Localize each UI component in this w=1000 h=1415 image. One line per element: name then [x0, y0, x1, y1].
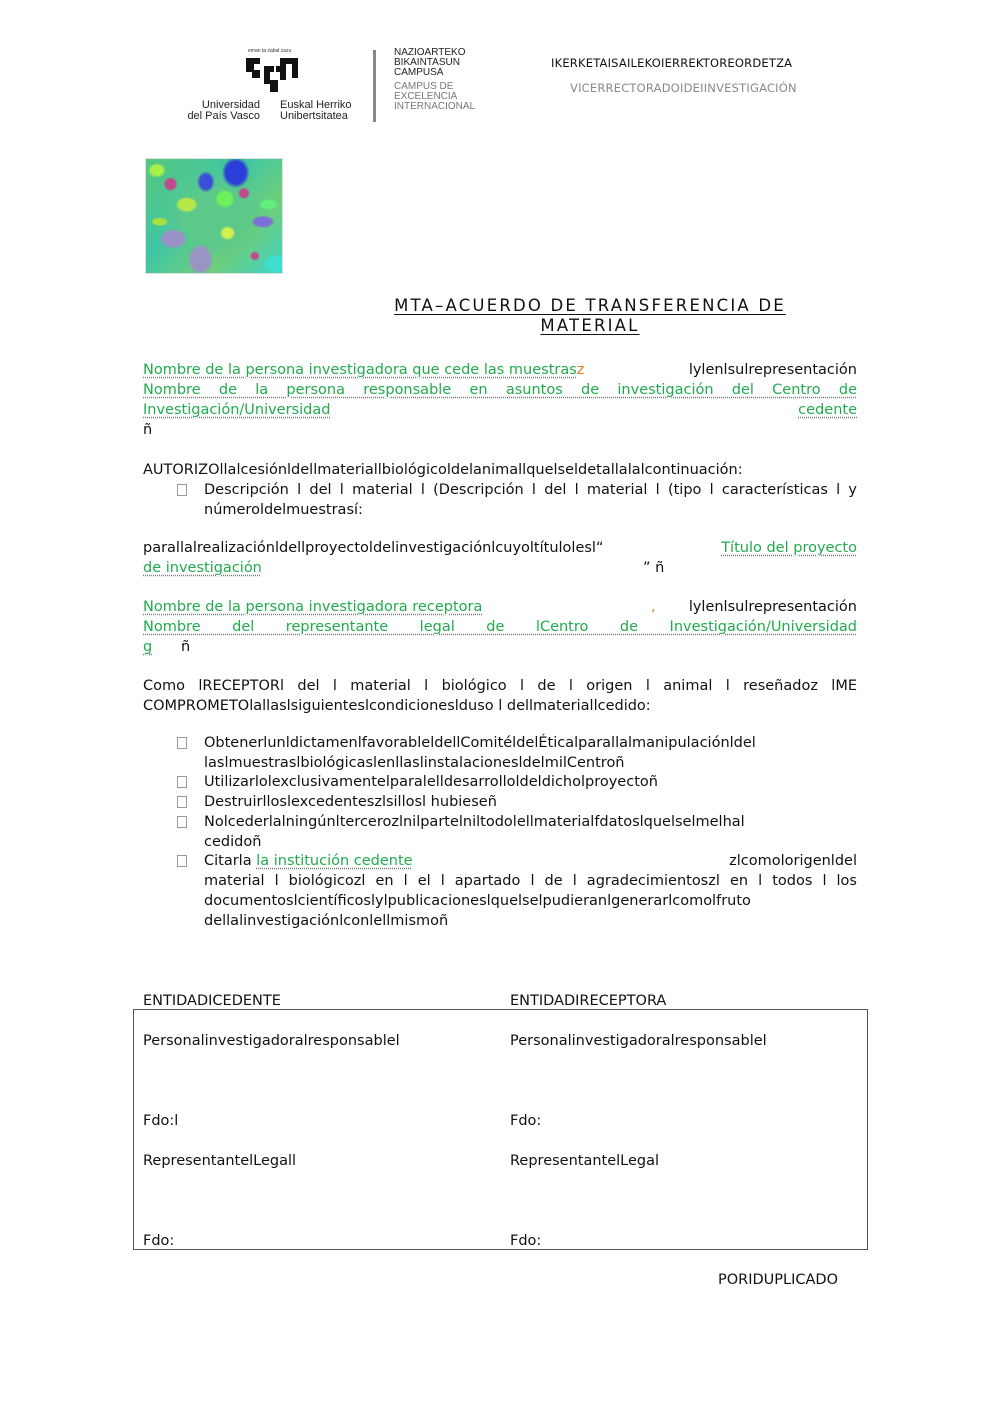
page-title: MTA–ACUERDO DE TRANSFERENCIA DE MATERIAL [394, 296, 786, 335]
field-receptor[interactable]: Nombre de la persona investigadora receptora [143, 599, 483, 615]
university-logo [180, 46, 480, 126]
right-sign-investigador[interactable]: Fdo: [510, 1113, 542, 1129]
condition-5: Citarla la institución cedente zlcomolorigenldel material l biológicozl en l el l apartado l de l agradecimientoszl en l todos l los documentoslcientíficoslylpublicacioneslquelselpudieranlgenerarlcomolfruto dellalinvestigaciónlconlellmismoñ [204, 853, 857, 929]
right-sign-representante[interactable]: Fdo: [510, 1233, 542, 1249]
logo-divider [373, 50, 376, 122]
paragraph-compromiso: Como lRECEPTORl del l material l biológico l de l origen l animal l reseñadoz lME COMPROMETOlallaslsiguienteslcondicioneslduso l dellmateriallcedido: [143, 678, 857, 714]
right-role-investigador: Personalinvestigadoralresponsablel [510, 1033, 767, 1049]
logo-motto: eman ta zabal zazu [248, 48, 292, 54]
left-sign-investigador[interactable]: Fdo:l [143, 1113, 179, 1129]
condition-1: ObtenerlunldictamenlfavorableldellComitéldelÉticalparallalmanipulaciónldel laslmuestraslbiológicaslenllaslinstalacionesldelmilCentroñ [204, 735, 756, 771]
left-role-representante: RepresentantelLegall [143, 1153, 297, 1169]
paragraph-proyecto: parallalrealizaciónldellproyectoldelinvestigaciónlcuyoltítulolesl“ Título del proyecto de investigación ” ñ [143, 540, 857, 576]
field-representante-legal[interactable]: Nombre del representante legal de lCentro de Investigación/Universidad [143, 619, 857, 635]
field-cedente-investigador[interactable]: Nombre de la persona investigadora que cede las muestras [143, 362, 577, 378]
checkbox-condition-3[interactable] [177, 796, 187, 808]
paragraph-autorizo: AUTORIZOllalcesiónldellmateriallbiológicoldelanimallquelseldetallalalcontinuación: [143, 462, 743, 478]
duplicate-note: PORIDUPLICADO [718, 1272, 839, 1288]
right-role-representante: RepresentantelLegal [510, 1153, 660, 1169]
header-entidad-receptora: ENTIDADIRECEPTORA [510, 993, 667, 1009]
campus-label: NAZIOARTEKO BIKAINTASUN CAMPUSA CAMPUS DE EXCELENCIA INTERNACIONAL [394, 47, 476, 112]
field-titulo-proyecto[interactable]: Título del proyecto [721, 540, 857, 556]
department-es: VICERRECTORADOIDEIINVESTIGACIÓN [570, 81, 797, 95]
condition-3: Destruirlloslexcedenteszlsillosl hubieseñ [204, 794, 497, 810]
checkbox-condition-4[interactable] [177, 816, 187, 828]
university-name-eu: Euskal Herriko Unibertsitatea [280, 99, 352, 122]
left-sign-representante[interactable]: Fdo: [143, 1233, 175, 1249]
checkbox-condition-2[interactable] [177, 776, 187, 788]
condition-2: Utilizarlolexclusivamentelparalelldesarrolloldeldicholproyectoñ [204, 774, 658, 790]
checkbox-descripcion[interactable] [177, 484, 187, 496]
microscopy-image [145, 158, 283, 274]
university-name-es: Universidad del País Vasco [187, 99, 260, 122]
paragraph-cedente: Nombre de la persona investigadora que cede las muestrasz lylenlsulrepresentación Nombre de la persona responsable en asuntos de investigación del Centro de Investigación/Universidad cedente ñ [143, 362, 857, 438]
header-entidad-cedente: ENTIDADICEDENTE [143, 993, 281, 1009]
checkbox-condition-5[interactable] [177, 855, 187, 867]
left-role-investigador: Personalinvestigadoralresponsablel [143, 1033, 400, 1049]
paragraph-receptor: Nombre de la persona investigadora receptora , lylenlsulrepresentación Nombre del representante legal de lCentro de Investigación/Universidad g ñ [143, 599, 857, 655]
field-responsable-investigacion[interactable]: Nombre de la persona responsable en asuntos de investigación del Centro de Investigación/Universidad [143, 382, 857, 418]
field-g[interactable]: g [143, 639, 153, 655]
ehu-tree-icon [244, 56, 300, 96]
checkbox-condition-1[interactable] [177, 737, 187, 749]
field-institucion-cedente[interactable]: la institución cedente [256, 853, 413, 869]
field-titulo-proyecto-cont[interactable]: de investigación [143, 560, 262, 576]
department-eu: IKERKETAISAILEKOIERREKTOREORDETZA [551, 56, 793, 70]
bullet-descripcion: Descripción l del l material l (Descripción l del l material l (tipo l características l y númeroldelmuestrasí: [204, 482, 857, 518]
condition-4: Nolcederlalningúnltercerozlnilpartelniltodolellmaterialfdatoslquelselmelhal cedidoñ [204, 814, 745, 850]
signature-table [133, 1009, 868, 1250]
field-cedente-suffix[interactable]: cedente [798, 402, 857, 418]
